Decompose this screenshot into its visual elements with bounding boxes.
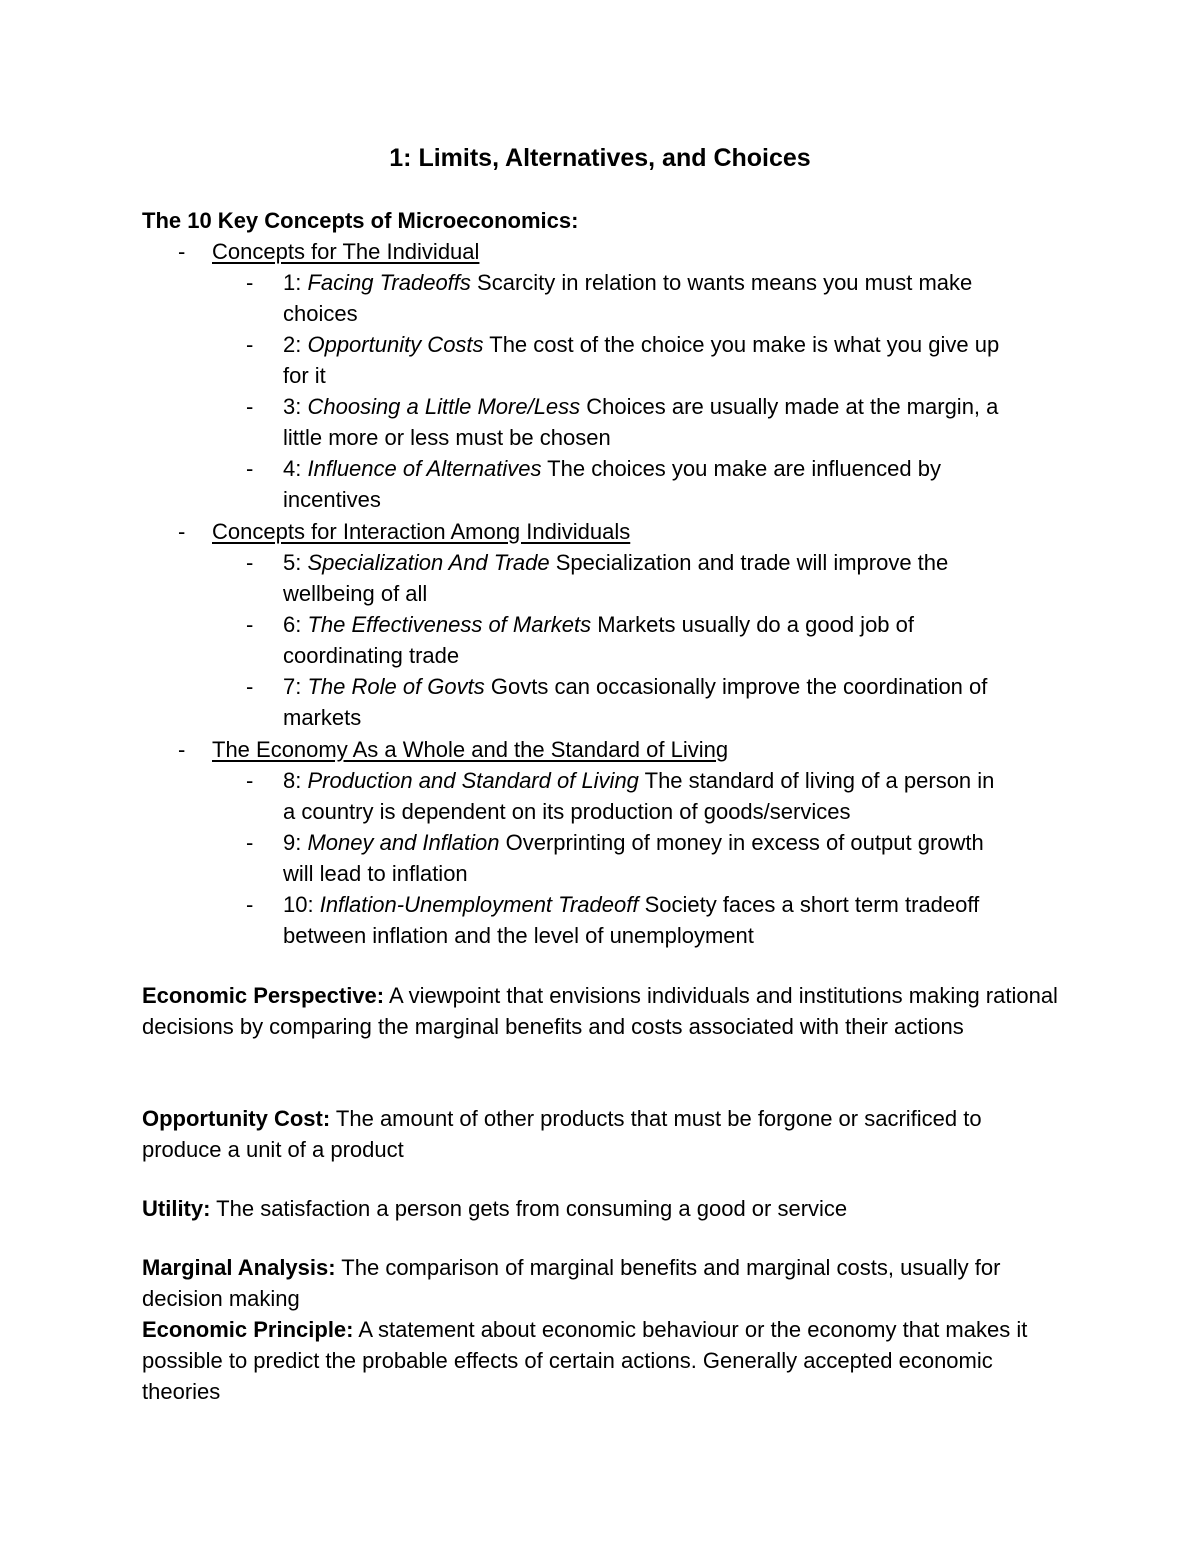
definition-marginal-analysis: Marginal Analysis: The comparison of marginal benefits and marginal costs, usually for decision making bbox=[142, 1255, 1001, 1311]
definition-opportunity-cost: Opportunity Cost: The amount of other products that must be forgone or sacrificed to produce a unit of a product bbox=[142, 1106, 982, 1162]
concept-item: 10: Inflation-Unemployment Tradeoff Society faces a short term tradeoff bbox=[283, 892, 980, 917]
concept-item: 3: Choosing a Little More/Less Choices are usually made at the margin, a bbox=[283, 394, 999, 419]
concept-term: Opportunity Costs bbox=[307, 332, 484, 357]
concept-item: 2: Opportunity Costs The cost of the choice you make is what you give up bbox=[283, 332, 1000, 357]
concept-item-continued: wellbeing of all bbox=[283, 581, 428, 606]
definition-term: Utility: bbox=[142, 1196, 211, 1221]
group-label-individual: Concepts for The Individual bbox=[212, 239, 480, 264]
concept-term: The Role of Govts bbox=[307, 674, 485, 699]
concept-term: Choosing a Little More/Less bbox=[307, 394, 581, 419]
concept-item-continued: a country is dependent on its production of goods/services bbox=[283, 799, 851, 824]
concept-item-continued: coordinating trade bbox=[283, 643, 460, 668]
concept-term: The Effectiveness of Markets bbox=[307, 612, 592, 637]
concept-term: Facing Tradeoffs bbox=[307, 270, 471, 295]
bullet-dash: - bbox=[246, 270, 254, 295]
concept-item-continued: incentives bbox=[283, 487, 381, 512]
definition-term: Economic Principle: bbox=[142, 1317, 354, 1342]
page-title: 1: Limits, Alternatives, and Choices bbox=[389, 144, 811, 172]
concept-item: 8: Production and Standard of Living The standard of living of a person in bbox=[283, 768, 995, 793]
definition-utility: Utility: The satisfaction a person gets from consuming a good or service bbox=[142, 1196, 848, 1221]
section-heading: The 10 Key Concepts of Microeconomics: bbox=[142, 208, 579, 233]
bullet-dash: - bbox=[178, 239, 186, 264]
bullet-dash: - bbox=[246, 830, 254, 855]
bullet-dash: - bbox=[246, 612, 254, 637]
bullet-dash: - bbox=[246, 456, 254, 481]
concept-item: 5: Specialization And Trade Specialization and trade will improve the bbox=[283, 550, 949, 575]
concept-item-continued: for it bbox=[283, 363, 326, 388]
concept-item-continued: will lead to inflation bbox=[283, 861, 468, 886]
concept-item-continued: markets bbox=[283, 705, 362, 730]
concept-item-continued: between inflation and the level of unemployment bbox=[283, 923, 754, 948]
definition-term: Marginal Analysis: bbox=[142, 1255, 336, 1280]
bullet-dash: - bbox=[246, 550, 254, 575]
group-label-interaction: Concepts for Interaction Among Individuals bbox=[212, 519, 631, 544]
concept-item: 6: The Effectiveness of Markets Markets usually do a good job of bbox=[283, 612, 914, 637]
concept-item: 9: Money and Inflation Overprinting of money in excess of output growth bbox=[283, 830, 984, 855]
bullet-dash: - bbox=[246, 768, 254, 793]
definition-economic-principle: Economic Principle: A statement about economic behaviour or the economy that makes it possible to predict the probable effects of certain actions. Generally accepted economic theories bbox=[142, 1317, 1028, 1404]
bullet-dash: - bbox=[246, 394, 254, 419]
concept-item-continued: little more or less must be chosen bbox=[283, 425, 611, 450]
concept-item-continued: choices bbox=[283, 301, 358, 326]
concept-item: 1: Facing Tradeoffs Scarcity in relation to wants means you must make bbox=[283, 270, 973, 295]
concept-term: Production and Standard of Living bbox=[307, 768, 639, 793]
bullet-dash: - bbox=[178, 737, 186, 762]
concept-term: Money and Inflation bbox=[307, 830, 500, 855]
concept-term: Specialization And Trade bbox=[307, 550, 550, 575]
bullet-dash: - bbox=[246, 332, 254, 357]
concept-item: 7: The Role of Govts Govts can occasionally improve the coordination of bbox=[283, 674, 988, 699]
definition-term: Opportunity Cost: bbox=[142, 1106, 331, 1131]
group-label-economy: The Economy As a Whole and the Standard of Living bbox=[212, 737, 729, 762]
bullet-dash: - bbox=[246, 674, 254, 699]
concept-term: Influence of Alternatives bbox=[307, 456, 542, 481]
definition-economic-perspective: Economic Perspective: A viewpoint that envisions individuals and institutions making rational decisions by comparing the marginal benefits and costs associated with their actions bbox=[142, 983, 1058, 1039]
bullet-dash: - bbox=[178, 519, 186, 544]
concept-term: Inflation-Unemployment Tradeoff bbox=[319, 892, 639, 917]
concept-item: 4: Influence of Alternatives The choices you make are influenced by bbox=[283, 456, 941, 481]
bullet-dash: - bbox=[246, 892, 254, 917]
definition-term: Economic Perspective: bbox=[142, 983, 385, 1008]
